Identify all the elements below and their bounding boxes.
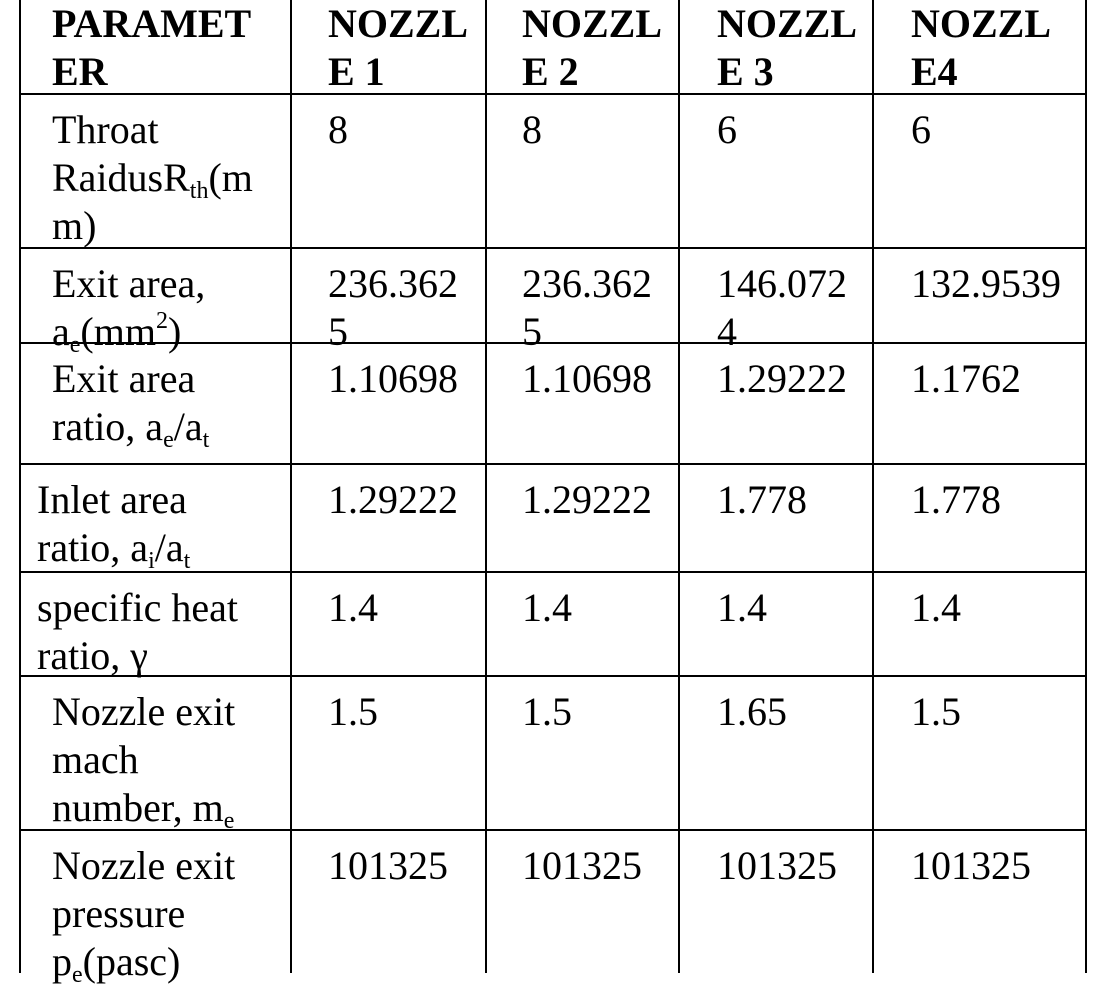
text-segment: Exit area, bbox=[52, 261, 206, 306]
value-line: 101325 bbox=[522, 843, 642, 888]
header-line: E 1 bbox=[328, 49, 385, 94]
value-cell bbox=[717, 355, 847, 403]
value-line: 8 bbox=[328, 107, 348, 152]
value-cell bbox=[911, 476, 1001, 524]
value-cell bbox=[328, 476, 458, 524]
text-segment: m) bbox=[52, 203, 97, 248]
parameter-cell bbox=[52, 688, 235, 832]
subscript: e bbox=[163, 427, 174, 453]
value-line: 1.5 bbox=[522, 689, 572, 734]
column-rule bbox=[1085, 0, 1087, 973]
header-line: E 3 bbox=[717, 49, 774, 94]
column-rule bbox=[485, 0, 487, 973]
value-cell bbox=[328, 584, 378, 632]
value-cell bbox=[717, 688, 787, 736]
value-line: 1.4 bbox=[911, 585, 961, 630]
value-line: 1.778 bbox=[911, 477, 1001, 522]
value-line: 1.29222 bbox=[328, 477, 458, 522]
value-line: 101325 bbox=[328, 843, 448, 888]
header-cell bbox=[328, 0, 468, 96]
text-segment: ratio, a bbox=[52, 404, 164, 449]
text-segment: ratio, γ bbox=[37, 633, 148, 678]
superscript: 2 bbox=[155, 308, 168, 334]
value-cell bbox=[522, 106, 542, 154]
subscript: t bbox=[202, 427, 210, 453]
column-rule bbox=[290, 0, 292, 973]
subscript: t bbox=[183, 548, 191, 574]
value-cell bbox=[328, 842, 448, 890]
value-cell bbox=[717, 584, 767, 632]
value-line: 1.10698 bbox=[328, 356, 458, 401]
text-segment: specific heat bbox=[37, 585, 238, 630]
text-segment: p bbox=[52, 939, 72, 984]
header-line: E4 bbox=[911, 49, 958, 94]
value-cell bbox=[522, 688, 572, 736]
header-cell bbox=[911, 0, 1051, 96]
parameter-line bbox=[52, 784, 235, 832]
value-line: 8 bbox=[522, 107, 542, 152]
parameter-cell bbox=[37, 584, 238, 680]
value-cell bbox=[522, 476, 652, 524]
value-line: 1.29222 bbox=[522, 477, 652, 522]
parameter-line bbox=[37, 632, 238, 680]
text-segment: mach bbox=[52, 737, 139, 782]
value-cell bbox=[328, 355, 458, 403]
value-cell bbox=[911, 355, 1021, 403]
value-cell bbox=[522, 842, 642, 890]
parameter-line bbox=[52, 736, 235, 784]
value-cell bbox=[328, 106, 348, 154]
value-cell bbox=[911, 260, 1061, 308]
value-cell bbox=[522, 260, 652, 356]
parameter-line bbox=[52, 106, 253, 154]
value-line: 1.4 bbox=[717, 585, 767, 630]
text-segment: Nozzle exit bbox=[52, 843, 236, 888]
text-segment: (m bbox=[208, 155, 253, 200]
subscript: e bbox=[69, 332, 81, 358]
value-line: 6 bbox=[717, 107, 737, 152]
column-rule bbox=[678, 0, 680, 973]
parameter-line bbox=[52, 688, 235, 736]
value-cell bbox=[717, 106, 737, 154]
text-segment: ratio, a bbox=[37, 525, 149, 570]
value-cell bbox=[328, 260, 458, 356]
subscript: e bbox=[223, 808, 235, 834]
parameter-line bbox=[37, 524, 190, 572]
value-line: 4 bbox=[717, 309, 737, 354]
subscript: i bbox=[148, 548, 155, 574]
value-cell bbox=[522, 584, 572, 632]
text-segment: /a bbox=[173, 404, 203, 449]
value-line: 1.778 bbox=[717, 477, 807, 522]
value-cell bbox=[328, 688, 378, 736]
header-line: PARAMET bbox=[52, 1, 252, 46]
value-line: 1.5 bbox=[328, 689, 378, 734]
text-segment: RaidusR bbox=[52, 155, 190, 200]
parameter-cell bbox=[52, 260, 205, 356]
text-segment: Exit area bbox=[52, 356, 196, 401]
value-line: 101325 bbox=[911, 843, 1031, 888]
parameter-line bbox=[52, 938, 235, 986]
value-line: 236.362 bbox=[328, 261, 458, 306]
value-line: 6 bbox=[911, 107, 931, 152]
subscript: th bbox=[189, 178, 209, 204]
value-line: 101325 bbox=[717, 843, 837, 888]
text-segment: (mm bbox=[80, 309, 156, 354]
header-cell bbox=[522, 0, 662, 96]
header-line: NOZZL bbox=[911, 1, 1052, 46]
parameter-line bbox=[52, 403, 209, 451]
parameter-line bbox=[52, 355, 209, 403]
parameter-line bbox=[52, 260, 205, 308]
value-cell bbox=[911, 106, 931, 154]
parameter-cell bbox=[52, 842, 235, 986]
parameter-cell bbox=[37, 476, 190, 572]
value-cell bbox=[522, 355, 652, 403]
text-segment: pressure bbox=[52, 891, 186, 936]
header-cell bbox=[52, 0, 251, 96]
header-line: NOZZL bbox=[717, 1, 858, 46]
value-line: 236.362 bbox=[522, 261, 652, 306]
header-line: ER bbox=[52, 49, 108, 94]
value-cell bbox=[717, 842, 837, 890]
parameter-line bbox=[52, 154, 253, 202]
text-segment: Inlet area bbox=[37, 477, 187, 522]
subscript: e bbox=[72, 962, 83, 988]
header-line: E 2 bbox=[522, 49, 579, 94]
value-cell bbox=[911, 688, 961, 736]
value-line: 132.9539 bbox=[911, 261, 1061, 306]
text-segment: a bbox=[52, 309, 70, 354]
value-cell bbox=[717, 260, 847, 356]
value-line: 1.4 bbox=[522, 585, 572, 630]
column-rule bbox=[19, 0, 21, 973]
value-line: 5 bbox=[522, 309, 542, 354]
value-line: 146.072 bbox=[717, 261, 847, 306]
value-line: 1.29222 bbox=[717, 356, 847, 401]
parameter-line bbox=[52, 890, 235, 938]
header-line: NOZZL bbox=[522, 1, 663, 46]
parameter-cell bbox=[52, 106, 253, 250]
value-cell bbox=[911, 584, 961, 632]
value-line: 1.10698 bbox=[522, 356, 652, 401]
parameter-cell bbox=[52, 355, 209, 451]
text-segment: Nozzle exit bbox=[52, 689, 236, 734]
header-line: NOZZL bbox=[328, 1, 469, 46]
column-rule bbox=[872, 0, 874, 973]
value-cell bbox=[717, 476, 807, 524]
text-segment: (pasc) bbox=[82, 939, 181, 984]
value-cell bbox=[911, 842, 1031, 890]
value-line: 5 bbox=[328, 309, 348, 354]
row-rule bbox=[19, 463, 1087, 465]
value-line: 1.1762 bbox=[911, 356, 1021, 401]
parameter-line bbox=[52, 842, 235, 890]
parameter-line bbox=[37, 584, 238, 632]
text-segment: ) bbox=[167, 309, 182, 354]
value-line: 1.4 bbox=[328, 585, 378, 630]
value-line: 1.65 bbox=[717, 689, 787, 734]
header-cell bbox=[717, 0, 857, 96]
text-segment: /a bbox=[154, 525, 184, 570]
text-segment: Throat bbox=[52, 107, 159, 152]
parameter-line bbox=[52, 202, 253, 250]
parameter-line bbox=[52, 308, 205, 356]
text-segment: number, m bbox=[52, 785, 224, 830]
parameter-line bbox=[37, 476, 190, 524]
value-line: 1.5 bbox=[911, 689, 961, 734]
